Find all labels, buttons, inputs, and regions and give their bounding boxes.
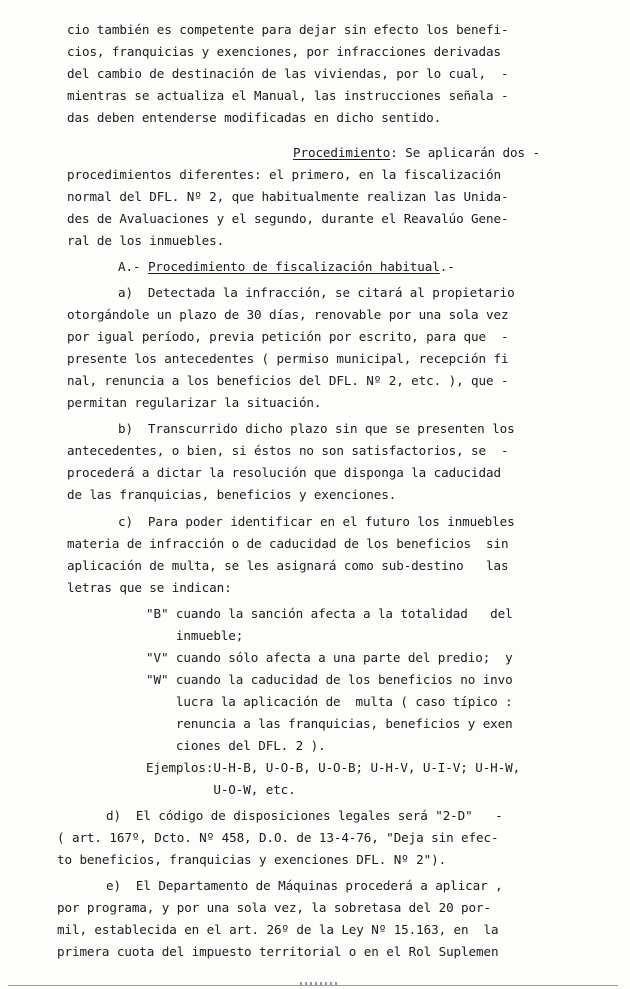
text-line: des de Avaluaciones y el segundo, durante el Reavalúo Gene-: [67, 211, 509, 226]
text-line: d) El código de disposiciones legales será "2-D" -: [106, 808, 503, 823]
text-line: por igual período, previa petición por escrito, para que -: [67, 329, 509, 344]
text-line: cio también es competente para dejar sin efecto los benefi-: [67, 22, 509, 37]
text-line: procedimientos diferentes: el primero, en la fiscalización: [67, 167, 501, 182]
text-line: del cambio de destinación de las viviendas, por lo cual, -: [67, 66, 509, 81]
text-line: mil, establecida en el art. 26º de la Ley Nº 15.163, en la: [57, 922, 499, 937]
section-a-heading: [118, 259, 455, 275]
list-item: inmueble;: [146, 628, 244, 643]
text-line: de las franquicias, beneficios y exenciones.: [67, 487, 397, 502]
list-item: "W" cuando la caducidad de los beneficios no invo: [146, 672, 513, 687]
text-line: procederá a dictar la resolución que disponga la caducidad: [67, 465, 501, 480]
list-item: "V" cuando sólo afecta a una parte del predio; y: [146, 650, 513, 665]
text-line: nal, renuncia a los beneficios del DFL. Nº 2, etc. ), que -: [67, 373, 509, 388]
text-line: por programa, y por una sola vez, la sobretasa del 20 por-: [57, 900, 491, 915]
text-line: : Se aplicarán dos -: [390, 145, 540, 160]
section-a-prefix: A.-: [118, 259, 148, 274]
text-line: c) Para poder identificar en el futuro los inmuebles: [118, 514, 515, 529]
page-edge-divider: [8, 985, 618, 986]
text-line: permitan regularizar la situación.: [67, 395, 322, 410]
text-line: das deben entenderse modificadas en dicho sentido.: [67, 110, 442, 125]
list-item: renuncia a las franquicias, beneficios y exen: [146, 716, 513, 731]
examples-line: U-O-W, etc.: [146, 782, 296, 797]
list-item: ciones del DFL. 2 ).: [146, 738, 326, 753]
text-line: aplicación de multa, se les asignará como sub-destino las: [67, 558, 509, 573]
text-line: ( art. 167º, Dcto. Nº 458, D.O. de 13-4-76, "Deja sin efec-: [57, 830, 499, 845]
text-line: b) Transcurrido dicho plazo sin que se presenten los: [118, 421, 515, 436]
section-a-title: Procedimiento de fiscalización habitual: [147, 259, 440, 274]
list-item: "B" cuando la sanción afecta a la totalidad del: [146, 606, 513, 621]
text-line: otorgándole un plazo de 30 días, renovable por una sola vez: [67, 307, 509, 322]
procedimiento-heading: Procedimiento: [293, 145, 391, 160]
text-line: antecedentes, o bien, si éstos no son satisfactorios, se -: [67, 443, 509, 458]
examples-line: Ejemplos:U-H-B, U-O-B, U-O-B; U-H-V, U-I-V; U-H-W,: [146, 760, 521, 775]
section-a-suffix: .-: [439, 259, 455, 274]
text-line: presente los antecedentes ( permiso municipal, recepción fi: [67, 351, 509, 366]
text-line: a) Detectada la infracción, se citará al propietario: [118, 285, 515, 300]
text-line: to beneficios, franquicias y exenciones DFL. Nº 2").: [57, 852, 447, 867]
text-line: cios, franquicias y exenciones, por infracciones derivadas: [67, 44, 501, 59]
text-line: materia de infracción o de caducidad de los beneficios sin: [67, 536, 509, 551]
procedimiento-line: [293, 145, 540, 161]
text-line: letras que se indican:: [67, 580, 232, 595]
text-line: e) El Departamento de Máquinas procederá a aplicar ,: [106, 878, 503, 893]
text-line: mientras se actualiza el Manual, las instrucciones señala -: [67, 88, 509, 103]
text-line: ral de los inmuebles.: [67, 233, 225, 248]
text-line: primera cuota del impuesto territorial o en el Rol Suplemen: [57, 944, 499, 959]
text-line: normal del DFL. Nº 2, que habitualmente realizan las Unida-: [67, 189, 509, 204]
list-item: lucra la aplicación de multa ( caso típico :: [146, 694, 513, 709]
